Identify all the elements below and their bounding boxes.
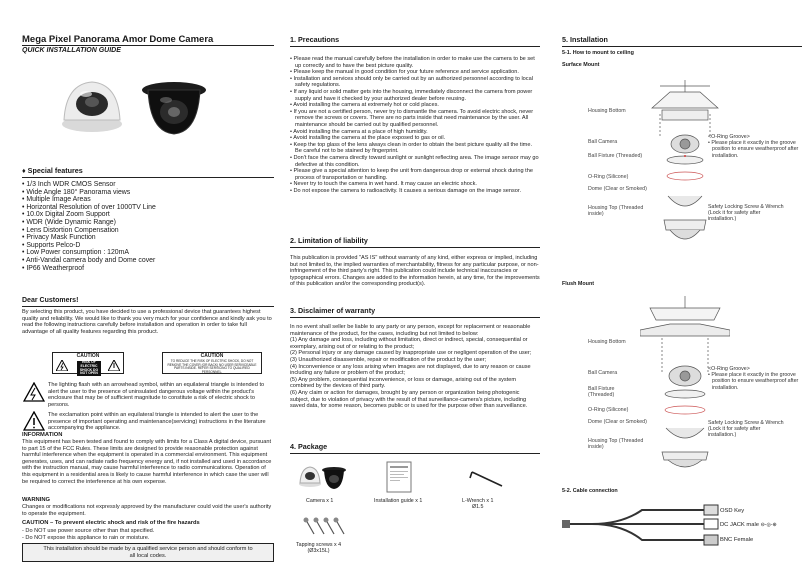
package-screws-label xyxy=(296,542,341,554)
middle-column xyxy=(290,0,540,584)
surface-mount-diagram xyxy=(650,78,720,254)
caution-list xyxy=(22,528,274,541)
flush-label-housing-bottom: Housing Bottom xyxy=(588,339,626,345)
cable-label-osd-key: OSD Key xyxy=(720,508,745,514)
flush-oring-groove-text: • Please place it exactly in the groove position to ensure weatherproof after installation. xyxy=(708,372,799,391)
list-item: • Do not expose the camera to radioactivity. It causes a serious damage on the image sensor. xyxy=(290,188,540,195)
caution-heading: CAUTION – To prevent electric shock and risk of the fire hazards xyxy=(22,520,200,526)
document-title: Mega Pixel Panorama Amor Dome Camera xyxy=(22,34,214,45)
precautions-heading: 1. Precautions xyxy=(290,35,540,47)
flush-label-oring: O-Ring (Silicone) xyxy=(588,407,629,413)
dear-customers-text: By selecting this product, you have decided to use a professional device that guarantees highest quality and reliability. We would like to thank you very much for your confidence and kindly ask you to read the following instructions carefully before installation and operation in order to take full advantage of all quality features regarding this product. xyxy=(22,309,272,335)
list-item: • Low Power consumption : 120mA xyxy=(22,249,156,257)
list-item: • Lens Distortion Compensation xyxy=(22,227,156,235)
information-heading: INFORMATION xyxy=(22,432,63,438)
oring-groove-note xyxy=(708,134,800,159)
list-item: • 1/3 Inch WDR CMOS Sensor xyxy=(22,181,156,189)
list-item: • Please keep the manual in good condition for your future reference and service application. xyxy=(290,69,540,76)
surface-label-ball-fixture: Ball Fixture (Threaded) xyxy=(588,153,643,159)
white-dome-camera-image xyxy=(62,82,122,132)
flush-safety-locking-note: Safety Locking Screw & Wrench (Lock it for safety after installation.) xyxy=(708,420,784,439)
caution-box-title: CAUTION xyxy=(200,353,224,359)
list-item: • Anti-Vandal camera body and Dome cover xyxy=(22,257,156,265)
camera-photos xyxy=(62,72,212,142)
disclaimer-intro: In no event shall seller be liable to any party or any person, except for replacement or reasonable maintenance of the product, for the cases, including but not limited to below: xyxy=(290,324,531,337)
list-item: • Don't face the camera directly toward sunlight or sunlight reflecting area. The image sensor may go defective at this condition. xyxy=(290,155,540,168)
caution-box-shock xyxy=(52,352,124,374)
list-item: • Multiple Image Areas xyxy=(22,196,156,204)
caution-box-title: CAUTION xyxy=(76,353,100,359)
flush-label-dome: Dome (Clear or Smoked) xyxy=(588,419,647,425)
safety-locking-note: Safety Locking Screw & Wrench (Lock it for safety after installation.) xyxy=(708,204,784,223)
list-item: • Avoid installing the camera at extremely hot or cold places. xyxy=(290,102,540,109)
features-rule xyxy=(22,177,274,178)
surface-label-oring: O-Ring (Silicone) xyxy=(588,174,629,180)
package-camera-label: Camera x 1 xyxy=(306,498,334,504)
flush-oring-groove-note xyxy=(708,366,800,391)
flush-mount-heading: Flush Mount xyxy=(562,281,595,287)
left-column xyxy=(22,0,274,584)
list-item: • Keep the top glass of the lens always clean in order to obtain the best picture quality all the time. Be careful not to be stained by fingerprint. xyxy=(290,142,540,155)
cable-connection-heading: 5-2. Cable connection xyxy=(562,488,618,494)
caution-box-text: TO REDUCE THE RISK OF ELECTRIC SHOCK, DO NOT REMOVE THE COVER (OR BACK) NO USER SERVICEABLE PARTS INSIDE. REFER SERVICING TO QUALIFIED PERSONNEL. xyxy=(167,359,257,374)
list-item: • Horizontal Resolution of over 1000TV Line xyxy=(22,204,156,212)
polarity-icon: ⊖-◎-⊕ xyxy=(760,522,777,528)
list-item: (2) Personal injury or any damage caused by inappropriate use or negligent operation of the user; xyxy=(290,350,532,357)
features-heading: ♦ Special features xyxy=(22,166,83,175)
warning-text: Changes or modifications not expressly approved by the manufacturer could void the user's authority to operate the equipment. xyxy=(22,504,272,517)
lightning-triangle-icon xyxy=(23,382,45,402)
right-column xyxy=(562,0,798,584)
cable-label-dc-jack xyxy=(720,522,777,528)
list-item: • WDR (Wide Dynamic Range) xyxy=(22,219,156,227)
list-item: - Do NOT use power source other than that specified. xyxy=(22,528,155,534)
oring-groove-title: <O-Ring Groove> xyxy=(708,134,750,140)
list-item: • Supports Pelco-D xyxy=(22,242,156,250)
list-item: • Privacy Mask Function xyxy=(22,234,156,242)
list-item: • Avoid installing the camera at a place of high humidity. xyxy=(290,129,540,136)
list-item: (5) Any problem, consequential inconvenience, or loss or damage, arising out of the system combined by the devices of third party. xyxy=(290,376,517,390)
cable-label-bnc: BNC Female xyxy=(720,537,754,543)
package-wrench-label xyxy=(462,498,493,510)
list-item: • Never try to touch the camera in wet hand. It may cause an electric shock. xyxy=(290,181,540,188)
dear-customers-heading: Dear Customers! xyxy=(22,297,79,304)
list-item: • Please give a special attention to keep the unit from dangerous drop or external shock during the process of transportation or handling. xyxy=(290,168,540,181)
package-guide-label: Installation guide x 1 xyxy=(374,498,423,504)
list-item: • Please read the manual carefully before the installation in order to make use the camera to be set up correctly and to have the best picture quality. xyxy=(290,56,540,69)
package-heading: 4. Package xyxy=(290,442,540,454)
flush-label-ball-camera: Ball Camera xyxy=(588,370,618,376)
mount-heading: 5-1. How to mount to ceiling xyxy=(562,50,634,56)
list-item: (1) Any damage and loss, including without limitation, direct or indirect, special, consequential or exemplary, arising out of or relating to the product; xyxy=(290,337,528,350)
package-screws-image xyxy=(302,516,348,538)
disclaimer-text xyxy=(290,324,540,410)
dear-rule xyxy=(22,306,274,307)
package-wrench-size: Ø1.5 xyxy=(471,504,484,511)
list-item: • Avoid installing the camera at the place exposed to gas or oil. xyxy=(290,135,540,142)
exclamation-warning-icon xyxy=(108,360,120,371)
list-item: • If you are not a certified person, never try to dismantle the camera. To avoid electric shock, never remove the screws or covers. There are no parts inside that need maintenance by the user. All maintenance should be carried out by qualified personnel. xyxy=(290,109,540,129)
flush-label-ball-fixture: Ball Fixture (Threaded) xyxy=(588,386,615,399)
list-item: (4) Inconvenience or any loss arising when images are not displayed, due to any reason or cause including any failure or problem of the product; xyxy=(290,363,531,377)
warning-heading: WARNING xyxy=(22,497,51,503)
installation-heading: 5. Installation xyxy=(562,35,802,47)
list-item: • If any liquid or solid matter gets into the housing, immediately disconnect the camera from power supply and have it checked by your authorized dealer before reusing. xyxy=(290,89,540,102)
list-item: (3) Unauthorized disassemble, repair or modification of the product by the user; xyxy=(290,356,487,363)
surface-label-housing-bottom: Housing Bottom xyxy=(588,108,626,114)
cable-diagram xyxy=(562,498,722,550)
precautions-list xyxy=(290,56,540,194)
package-screws-label-text: Tapping screws x 4 xyxy=(296,542,342,548)
document-subtitle: QUICK INSTALLATION GUIDE xyxy=(22,47,121,54)
list-item: • 10.0x Digital Zoom Support xyxy=(22,211,156,219)
information-text: This equipment has been tested and found to comply with limits for a Class A digital device, pursuant to part 15 of the FCC Rules. These limits are designed to provide reasonable protection against harmful interference when the equipment is operated in a commercial environment. This equipment generates, uses, and can radiate radio frequency energy and, if not installed and used in accordance with the instruction manual, may cause harmful interference to radio communications. Operation of this equipment in a residential area is likely to cause harmful interference in which case the user will be required to correct the interference at his own expense. xyxy=(22,439,272,485)
oring-groove-text-body: Please place it exactly in the groove position to ensure weatherproof after installation. xyxy=(711,140,799,159)
footer-note: This installation should be made by a qualified service person and should conform to all local codes. xyxy=(22,543,274,562)
features-list xyxy=(22,181,156,272)
flush-oring-groove-text-body: Please place it exactly in the groove position to ensure weatherproof after installation. xyxy=(711,372,799,391)
oring-groove-text: • Please place it exactly in the groove position to ensure weatherproof after installation. xyxy=(708,140,799,159)
disclaimer-heading: 3. Disclaimer of warranty xyxy=(290,306,540,318)
surface-label-ball-camera: Ball Camera xyxy=(588,139,618,145)
lightning-text: The lighting flash with an arrowhead symbol, within an equilateral triangle is intended to alert the user to the presence of uninsulated dangerous voltage within the product's enclosure that may be of sufficient magnitude to constitute a risk of electric shock to persons. xyxy=(48,382,265,408)
flush-label-housing-top: Housing Top (Threaded inside) xyxy=(588,438,644,451)
lightning-warning-icon xyxy=(56,360,68,371)
liability-text: This publication is provided "AS IS" without warranty of any kind, either express or implied, including but not limited to, the implied warranties of merchantability, fitness for any particular purpose, or non-infringement of the third party's right. This publication could include technical inaccuracies or typographical errors. Changes are added to the information herein, at any time, for the improvements of this publication and/or the corresponding product(s). xyxy=(290,255,540,288)
package-wrench-label-text: L-Wrench x 1 xyxy=(462,498,494,504)
surface-mount-heading: Surface Mount xyxy=(562,62,600,68)
cable-label-dc-jack-text: DC JACK male xyxy=(720,522,759,528)
list-item: (6) Any claim or action for damages, brought by any person or organization being photogenic subject, due to violation of privacy with the result of that surveillance-camera's picture, including saved data, for some reason, becomes public or is used for the purpose other than surveillance. xyxy=(290,389,528,410)
package-camera-image xyxy=(298,462,348,492)
caution-box-text: RISK OF ELECTRIC SHOCK DO NOT OPEN xyxy=(77,361,101,376)
caution-box-cover xyxy=(162,352,262,374)
package-screws-size: (Ø3x15L) xyxy=(307,548,330,555)
black-dome-camera-image xyxy=(142,82,206,134)
surface-label-housing-top: Housing Top (Threaded inside) xyxy=(588,205,644,218)
list-item: • IP66 Weatherproof xyxy=(22,265,156,273)
list-item: - Do NOT expose this appliance to rain or moisture. xyxy=(22,534,150,541)
liability-heading: 2. Limitation of liability xyxy=(290,236,540,248)
surface-label-dome: Dome (Clear or Smoked) xyxy=(588,186,647,192)
package-wrench-image xyxy=(468,466,508,492)
package-guide-image xyxy=(385,460,415,494)
flush-oring-groove-title: <O-Ring Groove> xyxy=(708,366,750,372)
title-rule xyxy=(22,45,274,46)
exclamation-text: The exclamation point within an equilateral triangle is intended to alert the user to the presence of important operating and maintenance(servicing) instructions in the literature accompanying the appliance. xyxy=(48,412,266,432)
exclamation-triangle-icon xyxy=(23,411,45,431)
list-item: • Installation and services should only be carried out by an authorized personnel according to local safety regulations. xyxy=(290,76,540,89)
list-item: • Wide Angle 180° Panorama views xyxy=(22,189,156,197)
